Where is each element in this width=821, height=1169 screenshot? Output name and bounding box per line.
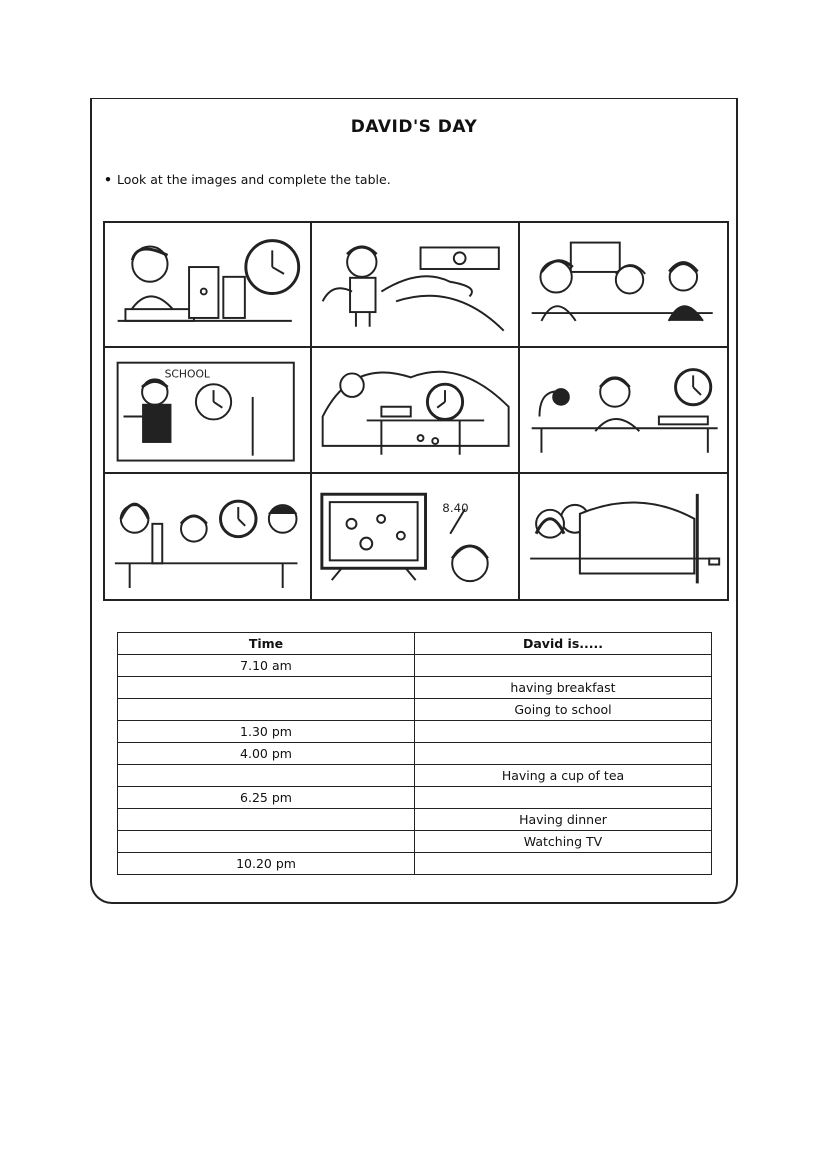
worksheet-frame bbox=[90, 98, 738, 904]
activity-cell[interactable]: Watching TV bbox=[415, 831, 712, 853]
time-cell[interactable] bbox=[118, 677, 415, 699]
table-row bbox=[118, 699, 712, 721]
time-cell[interactable]: 7.10 am bbox=[118, 655, 415, 677]
picture-grid bbox=[103, 221, 729, 601]
picture-cell-2 bbox=[312, 223, 519, 348]
activity-cell[interactable] bbox=[415, 853, 712, 875]
family-dinner-icon bbox=[105, 474, 310, 599]
activity-cell[interactable] bbox=[415, 655, 712, 677]
time-cell[interactable]: 1.30 pm bbox=[118, 721, 415, 743]
table-row bbox=[118, 831, 712, 853]
instruction bbox=[104, 172, 391, 187]
table-row bbox=[118, 677, 712, 699]
going-to-bed-icon bbox=[520, 474, 727, 599]
picture-cell-9 bbox=[520, 474, 727, 599]
column-header-time: Time bbox=[118, 633, 415, 655]
picture-cell-3 bbox=[520, 223, 727, 348]
svg-text:SCHOOL: SCHOOL bbox=[164, 367, 210, 381]
table-row bbox=[118, 743, 712, 765]
time-cell[interactable]: 4.00 pm bbox=[118, 743, 415, 765]
table-row bbox=[118, 809, 712, 831]
time-cell[interactable] bbox=[118, 831, 415, 853]
picture-cell-5 bbox=[312, 348, 519, 473]
lunch-with-friends-icon bbox=[520, 223, 727, 346]
breakfast-icon bbox=[105, 223, 310, 346]
time-cell[interactable]: 6.25 pm bbox=[118, 787, 415, 809]
time-cell[interactable] bbox=[118, 809, 415, 831]
table-row bbox=[118, 853, 712, 875]
table-row bbox=[118, 765, 712, 787]
picture-cell-8 bbox=[312, 474, 519, 599]
activity-cell[interactable] bbox=[415, 743, 712, 765]
tea-in-garden-icon bbox=[312, 348, 517, 471]
table-row bbox=[118, 655, 712, 677]
schedule-table bbox=[117, 632, 712, 875]
activity-cell[interactable]: having breakfast bbox=[415, 677, 712, 699]
table-row bbox=[118, 787, 712, 809]
table-header-row bbox=[118, 633, 712, 655]
activity-cell[interactable]: Having dinner bbox=[415, 809, 712, 831]
walking-to-school-icon bbox=[312, 223, 517, 346]
picture-cell-1 bbox=[105, 223, 312, 348]
activity-cell[interactable] bbox=[415, 721, 712, 743]
time-cell[interactable] bbox=[118, 765, 415, 787]
svg-text:8.40: 8.40 bbox=[442, 500, 469, 515]
watching-tv-icon bbox=[312, 474, 517, 599]
time-cell[interactable] bbox=[118, 699, 415, 721]
table-row bbox=[118, 721, 712, 743]
picture-cell-7 bbox=[105, 474, 312, 599]
bullet-icon: • bbox=[104, 172, 112, 187]
activity-cell[interactable] bbox=[415, 787, 712, 809]
page-title: DAVID'S DAY bbox=[350, 117, 478, 137]
activity-cell[interactable]: Having a cup of tea bbox=[415, 765, 712, 787]
activity-cell[interactable]: Going to school bbox=[415, 699, 712, 721]
time-cell[interactable]: 10.20 pm bbox=[118, 853, 415, 875]
instruction-text: Look at the images and complete the table. bbox=[117, 172, 391, 187]
picture-cell-6 bbox=[520, 348, 727, 473]
picture-cell-4 bbox=[105, 348, 312, 473]
arriving-school-icon bbox=[105, 348, 310, 471]
column-header-activity: David is..... bbox=[415, 633, 712, 655]
homework-icon bbox=[520, 348, 727, 471]
